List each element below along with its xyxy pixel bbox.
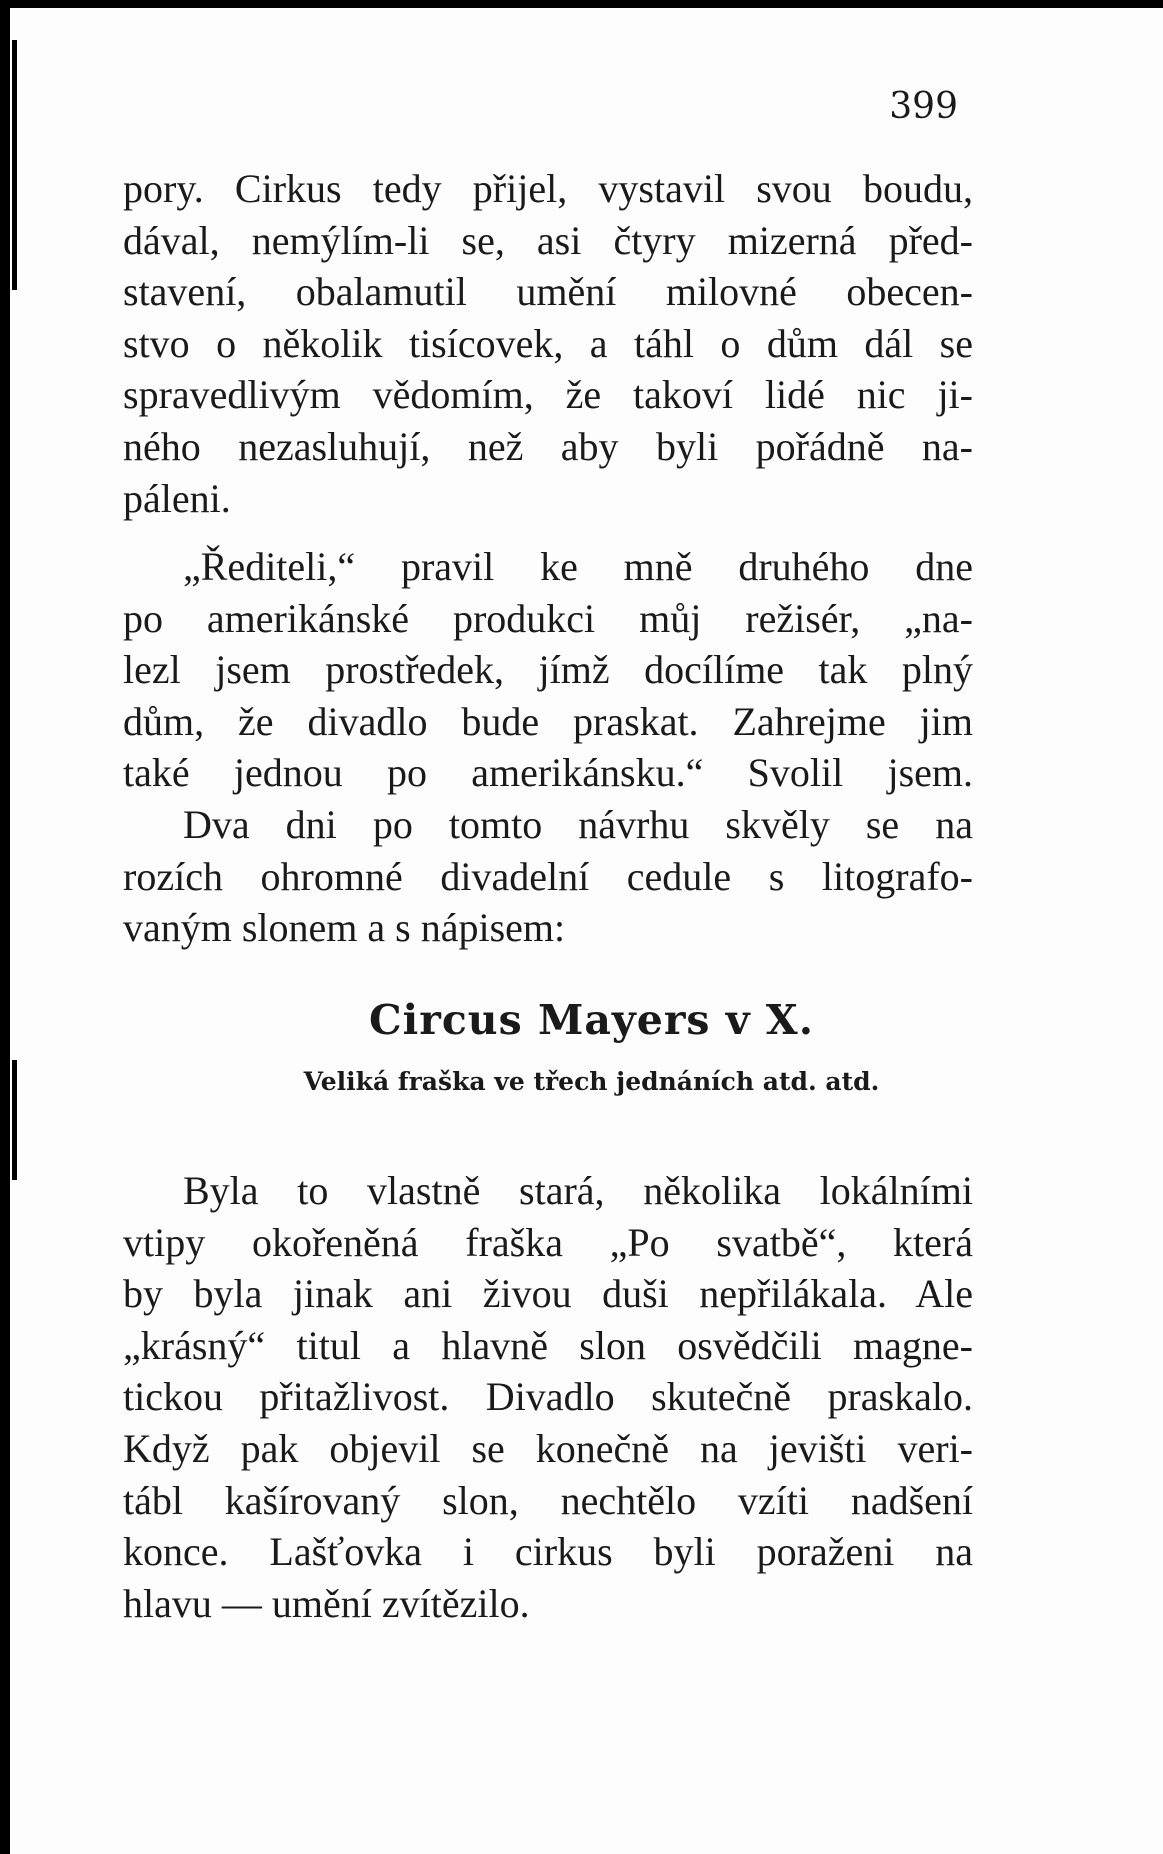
paragraph-1 [123, 163, 973, 524]
text-line: páleni. [123, 475, 231, 521]
paragraph-2 [123, 541, 973, 954]
text-line: rozích ohromné divadelní cedule s litografo- [123, 853, 973, 899]
text-line: hlavu — umění zvítězilo. [123, 1580, 530, 1626]
text-line: ného nezasluhují, než aby byli pořádně na- [123, 423, 973, 469]
text-line: tickou přitažlivost. Divadlo skutečně praskalo. [123, 1374, 973, 1420]
text-line: „krásný“ titul a hlavně slon osvědčili magne- [123, 1322, 973, 1368]
text-line: „Řediteli,“ pravil ke mně druhého dne [183, 544, 973, 589]
text-line: dával, nemýlím-li se, asi čtyry mizerná před- [123, 217, 973, 263]
poster-subtitle: Veliká fraška ve třech jednáních atd. atd. [303, 1067, 880, 1096]
text-line: stvo o několik tisícovek, a táhl o dům dál se [123, 320, 973, 366]
text-line: Když pak objevil se konečně na jevišti veri- [123, 1425, 973, 1471]
text-line: by byla jinak ani živou duši nepřilákala. Ale [123, 1271, 973, 1317]
text-line: tábl kašírovaný slon, nechtělo vzíti nadšení [123, 1477, 973, 1523]
text-line: lezl jsem prostředek, jímž docílíme tak plný [123, 647, 973, 693]
poster-title: Circus Mayers v X. [369, 996, 814, 1044]
text-line: Byla to vlastně stará, několika lokálními [183, 1168, 973, 1213]
text-line: dům, že divadlo bude praskat. Zahrejme jim [123, 698, 973, 744]
text-line: stavení, obalamutil umění milovné obecen- [123, 269, 973, 315]
text-line: po amerikánské produkci můj režisér, „na- [123, 595, 973, 641]
text-line: vaným slonem a s nápisem: [123, 905, 566, 951]
text-line: vtipy okořeněná fraška „Po svatbě“, která [123, 1219, 973, 1265]
text-line: Dva dni po tomto návrhu skvěly se na [183, 801, 973, 847]
text-line: pory. Cirkus tedy přijel, vystavil svou boudu, [123, 166, 973, 211]
text-line: také jednou po amerikánsku.“ Svolil jsem. [123, 750, 973, 796]
binding-edge-mark [12, 1060, 17, 1180]
book-page [10, 8, 1163, 1854]
binding-edge-mark [12, 40, 17, 290]
page-number: 399 [889, 86, 958, 127]
text-line: spravedlivým vědomím, že takoví lidé nic ji- [123, 372, 973, 418]
text-line: konce. Lašťovka i cirkus byli poraženi na [123, 1529, 973, 1575]
paragraph-3 [123, 1165, 973, 1629]
